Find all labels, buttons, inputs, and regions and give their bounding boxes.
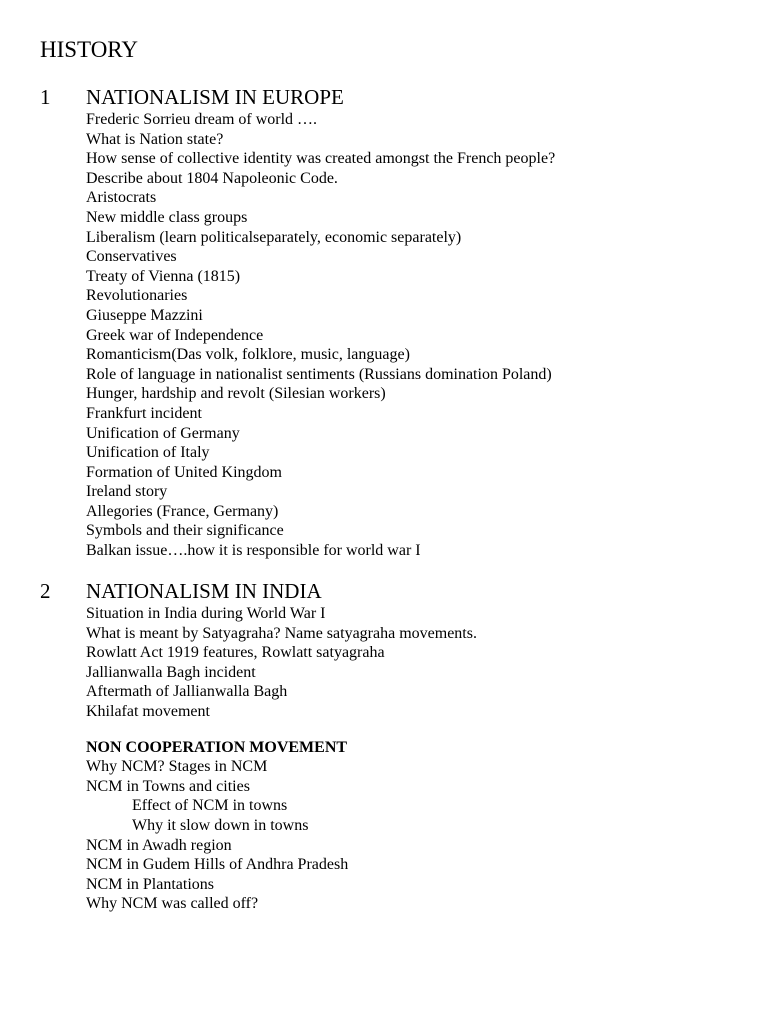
list-item: Why NCM was called off? <box>86 895 259 913</box>
section-heading <box>0 84 768 110</box>
list-item: NCM in Gudem Hills of Andhra Pradesh <box>86 856 349 874</box>
document-title: HISTORY <box>40 37 138 62</box>
list-item: What is meant by Satyagraha? Name satyagraha movements. <box>86 624 477 642</box>
list-item: Conservatives <box>86 248 177 266</box>
section-number: 1 <box>40 85 51 109</box>
list-item: NCM in Awadh region <box>86 836 232 854</box>
list-item: Allegories (France, Germany) <box>86 502 279 520</box>
topic-list <box>0 604 768 722</box>
list-item: Balkan issue….how it is responsible for world war I <box>86 542 421 560</box>
list-item: Unification of Italy <box>86 444 210 462</box>
list-item: Giuseppe Mazzini <box>86 306 203 324</box>
list-item: Hunger, hardship and revolt (Silesian workers) <box>86 385 386 403</box>
list-item: Aftermath of Jallianwalla Bagh <box>86 683 288 701</box>
section-nationalism-in-india <box>0 578 768 914</box>
list-item: Situation in India during World War I <box>86 605 326 622</box>
section-number: 2 <box>40 579 51 603</box>
list-item: How sense of collective identity was created amongst the French people? <box>86 150 556 168</box>
list-item: Jallianwalla Bagh incident <box>86 663 256 681</box>
list-item: Role of language in nationalist sentiments (Russians domination Poland) <box>86 365 552 383</box>
list-item: Frankfurt incident <box>86 404 202 422</box>
list-item: Romanticism(Das volk, folklore, music, language) <box>86 346 410 364</box>
list-item: Describe about 1804 Napoleonic Code. <box>86 169 338 187</box>
subsection-topic-list <box>0 757 768 914</box>
list-item: Revolutionaries <box>86 287 188 305</box>
list-item: NCM in Towns and cities <box>86 777 250 795</box>
list-item: Ireland story <box>86 483 168 501</box>
list-item: Unification of Germany <box>86 424 240 442</box>
list-item: Why NCM? Stages in NCM <box>86 758 268 776</box>
list-item: Treaty of Vienna (1815) <box>86 267 241 285</box>
list-item: Formation of United Kingdom <box>86 463 282 481</box>
list-item: What is Nation state? <box>86 130 224 148</box>
nested-list-item: Why it slow down in towns <box>132 816 309 834</box>
nested-list-item: Effect of NCM in towns <box>132 797 288 815</box>
list-item: Greek war of Independence <box>86 326 264 344</box>
list-item: Aristocrats <box>86 189 157 207</box>
list-item: Liberalism (learn politicalseparately, economic separately) <box>86 228 462 246</box>
list-item: Rowlatt Act 1919 features, Rowlatt satyagraha <box>86 644 385 662</box>
list-item: Symbols and their significance <box>86 522 284 540</box>
list-item: Frederic Sorrieu dream of world …. <box>86 111 318 128</box>
topic-list <box>0 110 768 561</box>
section-title: NATIONALISM IN INDIA <box>86 579 322 603</box>
list-item: Khilafat movement <box>86 702 210 720</box>
list-item: New middle class groups <box>86 208 248 226</box>
list-item: NCM in Plantations <box>86 875 215 893</box>
section-title: NATIONALISM IN EUROPE <box>86 85 344 109</box>
section-heading <box>0 578 768 604</box>
subsection-heading: NON COOPERATION MOVEMENT <box>86 738 348 756</box>
section-nationalism-in-europe <box>0 84 768 561</box>
